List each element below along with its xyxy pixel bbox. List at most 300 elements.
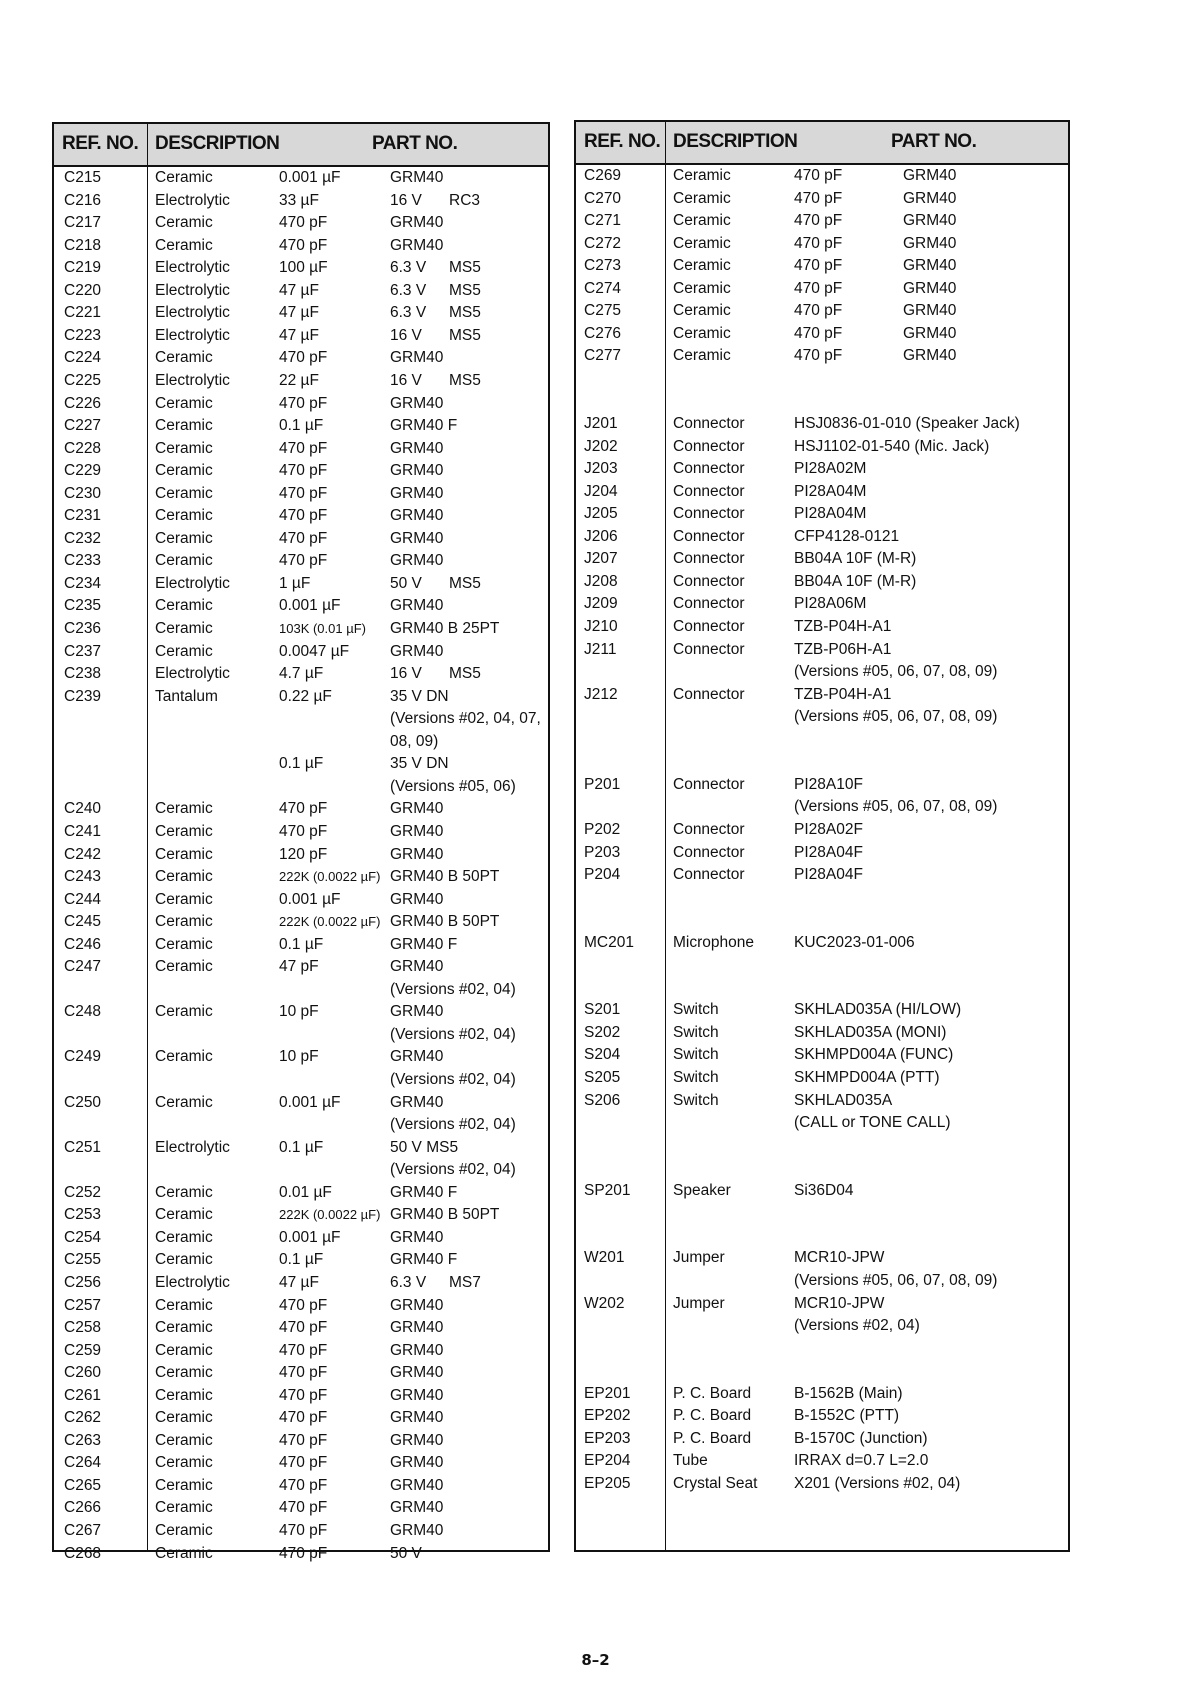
ref-cell: C260 <box>64 1364 102 1382</box>
value-cell: PI28A04F <box>794 866 863 884</box>
value-cell: 1 µF <box>279 574 311 592</box>
description-cell: Switch <box>673 1001 719 1019</box>
part-cell: GRM40 B 50PT <box>390 913 500 931</box>
part-cell: (Versions #02, 04) <box>390 1025 516 1043</box>
value-cell: IRRAX d=0.7 L=2.0 <box>794 1452 929 1470</box>
description-cell: Ceramic <box>155 597 213 615</box>
ref-cell: C277 <box>584 347 622 365</box>
description-cell: Ceramic <box>155 1364 213 1382</box>
description-cell: Ceramic <box>673 167 731 184</box>
part-cell: (Versions #02, 04, 07, <box>390 710 541 728</box>
value-cell: B-1570C (Junction) <box>794 1429 928 1447</box>
part-cell: GRM40 <box>390 845 444 863</box>
ref-cell: C221 <box>64 304 102 322</box>
table-row <box>576 1473 1068 1495</box>
part-cell: 16 V <box>390 665 422 683</box>
value-cell: 0.1 µF <box>279 1138 324 1156</box>
ref-cell: C218 <box>64 236 102 254</box>
ref-cell: J209 <box>584 595 618 613</box>
ref-cell: J207 <box>584 550 618 568</box>
table-row <box>54 979 548 1001</box>
table-row <box>576 458 1068 480</box>
part-cell: GRM40 <box>390 552 444 570</box>
table-row <box>576 1383 1068 1405</box>
description-cell: Ceramic <box>673 234 731 252</box>
ref-cell: EP204 <box>584 1452 631 1470</box>
table-row <box>54 528 548 550</box>
part-cell: GRM40 <box>390 349 444 367</box>
ref-cell: C258 <box>64 1319 102 1337</box>
description-cell: Connector <box>673 775 745 793</box>
table-row <box>54 1024 548 1046</box>
ref-cell: C255 <box>64 1251 102 1269</box>
part-cell: 35 V DN <box>390 687 449 705</box>
table-row <box>576 436 1068 458</box>
part-cell: GRM40 <box>390 1048 444 1066</box>
ref-cell: C262 <box>64 1409 102 1427</box>
part-cell: 16 V <box>390 191 422 209</box>
part-cell: GRM40 <box>390 214 444 232</box>
description-cell: Ceramic <box>155 1454 213 1472</box>
value-cell: MCR10-JPW <box>794 1249 885 1267</box>
table-row <box>54 460 548 482</box>
description-cell: Ceramic <box>155 913 213 931</box>
ref-cell: C267 <box>64 1522 102 1539</box>
ref-cell: MC201 <box>584 933 634 951</box>
part-cell: GRM40 <box>390 1409 444 1427</box>
description-cell: Connector <box>673 572 745 590</box>
part-cell: GRM40 <box>903 279 957 297</box>
description-cell: Connector <box>673 866 745 884</box>
value-cell: B-1562B (Main) <box>794 1384 903 1402</box>
description-cell: Ceramic <box>155 1431 213 1449</box>
description-cell: Jumper <box>673 1249 725 1267</box>
value-cell: SKHLAD035A (MONI) <box>794 1023 947 1041</box>
table-row <box>54 1114 548 1136</box>
table-row <box>54 1227 548 1249</box>
description-cell: Ceramic <box>673 324 731 342</box>
description-cell: Ceramic <box>155 958 213 976</box>
value-cell: 47 µF <box>279 326 319 344</box>
table-row <box>576 571 1068 593</box>
part-cell: (Versions #02, 04) <box>390 1071 516 1088</box>
value-cell: 0.0047 µF <box>279 642 350 660</box>
value-cell: 47 µF <box>279 304 319 322</box>
table-row <box>576 954 1068 976</box>
ref-cell: C245 <box>64 913 102 931</box>
description-cell: Ceramic <box>155 1003 213 1021</box>
value-cell: CFP4128-0121 <box>794 527 900 545</box>
table-row <box>54 1046 548 1068</box>
value-cell: TZB-P04H-A1 <box>794 685 892 703</box>
ref-cell: C249 <box>64 1048 102 1066</box>
table-row <box>54 1452 548 1474</box>
ref-cell: C250 <box>64 1093 102 1111</box>
ref-cell: C241 <box>64 822 102 840</box>
value-cell: (Versions #02, 04) <box>794 1317 920 1335</box>
description-cell: Ceramic <box>155 552 213 570</box>
value-cell: 470 pF <box>794 257 843 275</box>
description-cell: Ceramic <box>673 279 731 297</box>
table-row <box>576 188 1068 210</box>
table-row <box>54 1407 548 1429</box>
table-row <box>54 686 548 708</box>
ref-cell: C233 <box>64 552 102 570</box>
ref-cell: C269 <box>584 167 622 184</box>
ref-cell: J206 <box>584 527 618 545</box>
description-cell: Connector <box>673 640 745 658</box>
ref-cell: C263 <box>64 1431 102 1449</box>
table-row <box>54 731 548 753</box>
description-cell: Electrolytic <box>155 259 230 277</box>
part-cell: GRM40 F <box>390 935 458 953</box>
part-note-cell: MS7 <box>449 1273 481 1291</box>
table-header <box>576 122 1068 165</box>
part-cell: GRM40 <box>390 394 444 412</box>
description-cell: Ceramic <box>155 1183 213 1201</box>
description-cell: Switch <box>673 1091 719 1109</box>
part-cell: GRM40 <box>903 167 957 184</box>
part-note-cell: MS5 <box>449 665 481 683</box>
description-cell: Electrolytic <box>155 304 230 322</box>
ref-cell: C216 <box>64 191 102 209</box>
table-row <box>576 977 1068 999</box>
value-cell: 0.1 µF <box>279 417 324 435</box>
table-row <box>576 1180 1068 1202</box>
header-ref: REF. NO. <box>584 131 661 152</box>
value-cell: MCR10-JPW <box>794 1294 885 1312</box>
description-cell: Ceramic <box>155 1476 213 1494</box>
table-row <box>576 503 1068 525</box>
table-row <box>576 864 1068 886</box>
ref-cell: J203 <box>584 460 618 478</box>
description-cell: Ceramic <box>673 302 731 320</box>
table-row <box>54 550 548 572</box>
part-cell: GRM40 F <box>390 417 458 435</box>
part-note-cell: MS5 <box>449 259 481 277</box>
value-cell: B-1552C (PTT) <box>794 1407 900 1425</box>
parts-table-right <box>574 120 1070 1552</box>
table-row <box>54 889 548 911</box>
table-row <box>576 413 1068 435</box>
ref-cell: C231 <box>64 507 102 525</box>
table-row <box>576 391 1068 413</box>
value-cell: TZB-P06H-A1 <box>794 640 892 658</box>
ref-cell: J208 <box>584 572 618 590</box>
description-cell: Ceramic <box>155 1409 213 1427</box>
description-cell: Ceramic <box>155 394 213 412</box>
header-description: DESCRIPTION <box>673 131 798 152</box>
table-row <box>54 641 548 663</box>
description-cell: Ceramic <box>155 214 213 232</box>
value-cell: 0.001 µF <box>279 597 341 615</box>
description-cell: Ceramic <box>673 347 731 365</box>
table-row <box>54 235 548 257</box>
ref-cell: P204 <box>584 866 621 884</box>
part-cell: GRM40 <box>903 212 957 230</box>
ref-cell: C225 <box>64 371 102 389</box>
part-cell: GRM40 <box>390 1319 444 1337</box>
ref-cell: C238 <box>64 665 102 683</box>
description-cell: Ceramic <box>155 868 213 886</box>
description-cell: Crystal Seat <box>673 1474 758 1492</box>
description-cell: Ceramic <box>155 462 213 480</box>
table-row <box>54 1362 548 1384</box>
value-cell: 470 pF <box>279 1296 328 1314</box>
ref-cell: C266 <box>64 1499 102 1517</box>
value-cell: 470 pF <box>279 1364 328 1382</box>
table-row <box>576 706 1068 728</box>
part-cell: GRM40 <box>903 234 957 252</box>
table-row <box>576 1090 1068 1112</box>
value-cell: PI28A10F <box>794 775 863 793</box>
table-row <box>576 1067 1068 1089</box>
value-cell: 0.001 µF <box>279 169 341 186</box>
description-cell: Ceramic <box>155 1341 213 1359</box>
value-cell: 470 pF <box>794 302 843 320</box>
table-row <box>576 909 1068 931</box>
description-cell: Tantalum <box>155 687 218 705</box>
table-row <box>576 1270 1068 1292</box>
value-cell: 470 pF <box>279 1499 328 1517</box>
table-row <box>54 190 548 212</box>
ref-cell: EP202 <box>584 1407 631 1425</box>
ref-cell: C275 <box>584 302 622 320</box>
description-cell: Jumper <box>673 1294 725 1312</box>
part-cell: GRM40 <box>903 324 957 342</box>
table-row <box>54 280 548 302</box>
ref-cell: C251 <box>64 1138 102 1156</box>
part-cell: GRM40 <box>390 1499 444 1517</box>
ref-cell: C220 <box>64 281 102 299</box>
description-cell: Tube <box>673 1452 708 1470</box>
part-cell: GRM40 B 25PT <box>390 620 500 637</box>
table-row <box>54 1249 548 1271</box>
value-cell: 0.001 µF <box>279 1228 341 1246</box>
table-row <box>576 368 1068 390</box>
ref-cell: C242 <box>64 845 102 863</box>
value-cell: 0.001 µF <box>279 890 341 908</box>
ref-cell: C273 <box>584 257 622 275</box>
ref-cell: C259 <box>64 1341 102 1359</box>
ref-cell: C248 <box>64 1003 102 1021</box>
part-cell: GRM40 <box>390 1454 444 1472</box>
table-row <box>54 866 548 888</box>
value-cell: SKHLAD035A <box>794 1091 893 1109</box>
value-cell: 103K (0.01 µF) <box>279 621 366 636</box>
value-cell: 470 pF <box>279 822 328 840</box>
table-row <box>54 1430 548 1452</box>
value-cell: SKHMPD004A (FUNC) <box>794 1046 954 1064</box>
table-row <box>54 708 548 730</box>
value-cell: PI28A02F <box>794 820 863 838</box>
value-cell: 22 µF <box>279 371 319 389</box>
description-cell: Electrolytic <box>155 574 230 592</box>
description-cell: Electrolytic <box>155 1273 230 1291</box>
part-cell: GRM40 <box>390 462 444 480</box>
part-note-cell: MS5 <box>449 574 481 592</box>
description-cell: Ceramic <box>155 1251 213 1269</box>
part-cell: (Versions #05, 06) <box>390 777 516 795</box>
table-row <box>54 1182 548 1204</box>
table-row <box>54 821 548 843</box>
description-cell: Ceramic <box>155 1048 213 1066</box>
ref-cell: C244 <box>64 890 102 908</box>
table-row <box>54 1159 548 1181</box>
parts-table-left <box>52 122 550 1562</box>
description-cell: Ceramic <box>155 1386 213 1404</box>
table-row <box>54 934 548 956</box>
table-row <box>54 347 548 369</box>
part-cell: 6.3 V <box>390 259 427 277</box>
ref-cell: C268 <box>64 1544 102 1562</box>
table-row <box>576 932 1068 954</box>
description-cell: Ceramic <box>155 1093 213 1111</box>
table-row <box>576 233 1068 255</box>
table-row <box>576 1247 1068 1269</box>
description-cell: Connector <box>673 550 745 568</box>
table-row <box>54 1497 548 1519</box>
value-cell: 470 pF <box>279 236 328 254</box>
page-number: 8–2 <box>581 1651 610 1669</box>
ref-cell: J205 <box>584 505 618 523</box>
value-cell: 470 pF <box>794 167 843 184</box>
table-row <box>54 663 548 685</box>
part-cell: (Versions #02, 04) <box>390 1161 516 1179</box>
value-cell: 470 pF <box>279 214 328 232</box>
part-cell: GRM40 <box>390 1431 444 1449</box>
description-cell: Connector <box>673 595 745 613</box>
table-row <box>576 165 1068 187</box>
part-cell: GRM40 <box>390 642 444 660</box>
description-cell: Ceramic <box>155 845 213 863</box>
table-row <box>576 1405 1068 1427</box>
ref-cell: C276 <box>584 324 622 342</box>
value-cell: 470 pF <box>279 529 328 547</box>
ref-cell: C226 <box>64 394 102 412</box>
value-cell: (Versions #05, 06, 07, 08, 09) <box>794 708 998 726</box>
table-row <box>576 1450 1068 1472</box>
table-row <box>54 1520 548 1542</box>
part-cell: 50 V MS5 <box>390 1138 459 1156</box>
part-cell: GRM40 <box>390 1341 444 1359</box>
table-row <box>54 1543 548 1565</box>
table-row <box>576 593 1068 615</box>
description-cell: Ceramic <box>155 890 213 908</box>
description-cell: Electrolytic <box>155 1138 230 1156</box>
table-row <box>576 887 1068 909</box>
value-cell: SKHMPD004A (PTT) <box>794 1069 940 1086</box>
description-cell: Connector <box>673 618 745 635</box>
header-part: PART NO. <box>891 131 977 152</box>
table-row <box>576 1112 1068 1134</box>
value-cell: 100 µF <box>279 259 328 277</box>
value-cell: 470 pF <box>279 552 328 570</box>
part-cell: GRM40 <box>390 1003 444 1021</box>
part-cell: (Versions #02, 04) <box>390 980 516 998</box>
description-cell: Connector <box>673 843 745 861</box>
table-row <box>576 729 1068 751</box>
table-row <box>54 753 548 775</box>
table-row <box>576 751 1068 773</box>
value-cell: 470 pF <box>279 507 328 525</box>
ref-cell: C224 <box>64 349 102 367</box>
table-row <box>54 1092 548 1114</box>
ref-cell: C274 <box>584 279 622 297</box>
ref-cell: C272 <box>584 234 622 252</box>
value-cell: 470 pF <box>279 439 328 457</box>
table-row <box>576 1044 1068 1066</box>
table-row <box>54 1385 548 1407</box>
description-cell: Ceramic <box>673 257 731 275</box>
part-cell: 6.3 V <box>390 304 427 322</box>
value-cell: 0.1 µF <box>279 755 324 773</box>
table-row <box>576 1135 1068 1157</box>
value-cell: (Versions #05, 06, 07, 08, 09) <box>794 1271 998 1289</box>
table-row <box>576 661 1068 683</box>
description-cell: Ceramic <box>155 642 213 660</box>
table-row <box>54 483 548 505</box>
description-cell: Electrolytic <box>155 371 230 389</box>
ref-cell: EP203 <box>584 1429 631 1447</box>
value-cell: 47 pF <box>279 958 319 976</box>
table-row <box>54 302 548 324</box>
ref-cell: S206 <box>584 1091 621 1109</box>
description-cell: Ceramic <box>155 169 213 186</box>
value-cell: 470 pF <box>794 279 843 297</box>
value-cell: 470 pF <box>279 1476 328 1494</box>
ref-cell: J211 <box>584 640 617 658</box>
table-row <box>54 1475 548 1497</box>
description-cell: Ceramic <box>155 439 213 457</box>
table-row <box>576 210 1068 232</box>
value-cell: 470 pF <box>279 1454 328 1472</box>
ref-cell: S201 <box>584 1001 621 1019</box>
table-row <box>54 1204 548 1226</box>
description-cell: Electrolytic <box>155 326 230 344</box>
table-row <box>576 684 1068 706</box>
table-row <box>54 438 548 460</box>
value-cell: (Versions #05, 06, 07, 08, 09) <box>794 798 998 816</box>
description-cell: Switch <box>673 1046 719 1064</box>
part-cell: GRM40 F <box>390 1183 458 1201</box>
part-note-cell: RC3 <box>449 191 481 209</box>
description-cell: Connector <box>673 437 745 455</box>
value-cell: PI28A04M <box>794 482 867 500</box>
part-cell: GRM40 <box>390 236 444 254</box>
ref-cell: C217 <box>64 214 102 232</box>
ref-cell: SP201 <box>584 1181 631 1199</box>
part-cell: GRM40 <box>390 597 444 615</box>
ref-cell: C215 <box>64 169 102 186</box>
table-row <box>54 1137 548 1159</box>
value-cell: 0.01 µF <box>279 1183 332 1201</box>
table-row <box>576 1022 1068 1044</box>
table-row <box>54 911 548 933</box>
value-cell: 222K (0.0022 µF) <box>279 1207 381 1223</box>
value-cell: 470 pF <box>279 1522 328 1539</box>
part-cell: GRM40 B 50PT <box>390 868 500 886</box>
value-cell: 470 pF <box>794 347 843 365</box>
table-row <box>54 618 548 640</box>
value-cell: 222K (0.0022 µF) <box>279 869 381 885</box>
ref-cell: C246 <box>64 935 102 953</box>
ref-cell: C254 <box>64 1228 102 1246</box>
table-row <box>576 278 1068 300</box>
description-cell: Ceramic <box>155 1206 213 1224</box>
table-row <box>54 1069 548 1091</box>
ref-cell: S202 <box>584 1023 621 1041</box>
